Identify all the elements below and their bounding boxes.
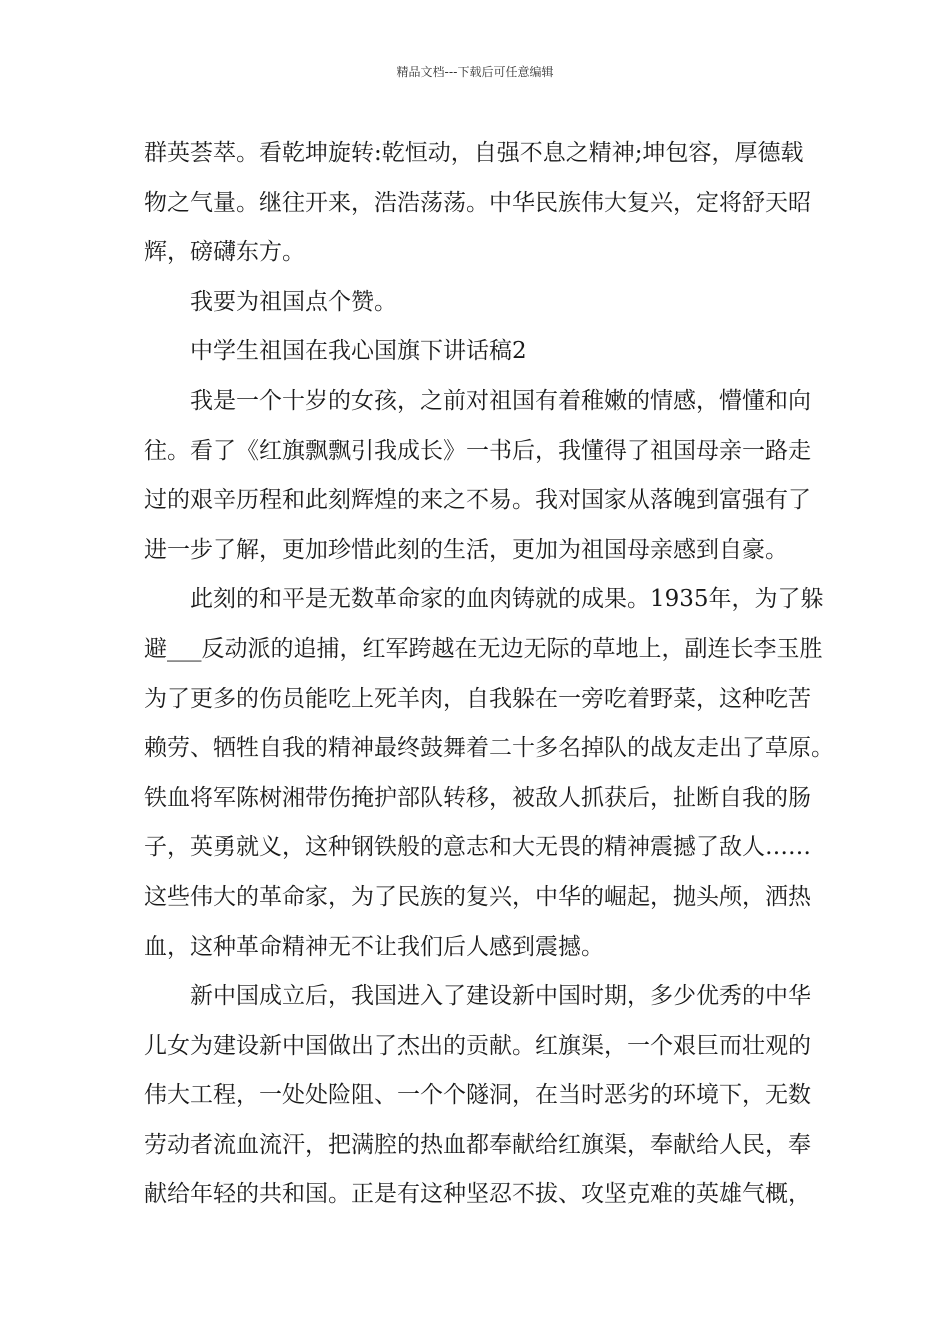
text-line: 群英荟萃。看乾坤旋转:乾恒动，自强不息之精神;坤包容，厚德载 (144, 140, 804, 166)
text-line: 献给年轻的共和国。正是有这种坚忍不拔、攻坚克难的英雄气概， (144, 1181, 811, 1208)
text-line: 儿女为建设新中国做出了杰出的贡献。红旗渠，一个艰巨而壮观的 (144, 1032, 811, 1059)
text-line: 我是一个十岁的女孩，之前对祖国有着稚嫩的情感，懵懂和向 (190, 387, 811, 414)
text-line: 新中国成立后，我国进入了建设新中国时期，多少优秀的中华 (190, 983, 811, 1010)
text-line: 劳动者流血流汗，把满腔的热血都奉献给红旗渠，奉献给人民，奉 (144, 1131, 811, 1158)
text-line: 子，英勇就义，这种钢铁般的意志和大无畏的精神震撼了敌人…… (144, 834, 811, 861)
text-line: 为了更多的伤员能吃上死羊肉，自我躲在一旁吃着野菜，这种吃苦 (144, 685, 811, 712)
text-line: 我要为祖国点个赞。 (190, 288, 397, 315)
text-line: 赖劳、牺牲自我的精神最终鼓舞着二十多名掉队的战友走出了草原。 (144, 735, 834, 762)
text-line: 物之气量。继往开来，浩浩荡荡。中华民族伟大复兴，定将舒天昭 (144, 189, 811, 216)
section-heading: 中学生祖国在我心国旗下讲话稿2 (190, 338, 527, 365)
text-line: 此刻的和平是无数革命家的血肉铸就的成果。1935年，为了躲 (190, 586, 824, 613)
text-line: 铁血将军陈树湘带伤掩护部队转移，被敌人抓获后，扯断自我的肠 (144, 784, 811, 811)
page-header: 精品文档---下载后可任意编辑 (396, 65, 554, 79)
text-line: 这些伟大的革命家，为了民族的复兴，中华的崛起，抛头颅，洒热 (144, 883, 811, 910)
text-line: 血，这种革命精神无不让我们后人感到震撼。 (144, 933, 604, 960)
text-line: 往。看了《红旗飘飘引我成长》一书后，我懂得了祖国母亲一路走 (144, 437, 811, 464)
text-line: 进一步了解，更加珍惜此刻的生活，更加为祖国母亲感到自豪。 (144, 536, 788, 563)
text-line: 避___反动派的追捕，红军跨越在无边无际的草地上，副连长李玉胜 (144, 635, 823, 662)
text-line: 辉，磅礴东方。 (144, 239, 305, 266)
document-body (144, 129, 834, 1220)
text-line: 伟大工程，一处处险阻、一个个隧洞，在当时恶劣的环境下，无数 (144, 1082, 811, 1109)
text-line: 过的艰辛历程和此刻辉煌的来之不易。我对国家从落魄到富强有了 (144, 487, 811, 514)
